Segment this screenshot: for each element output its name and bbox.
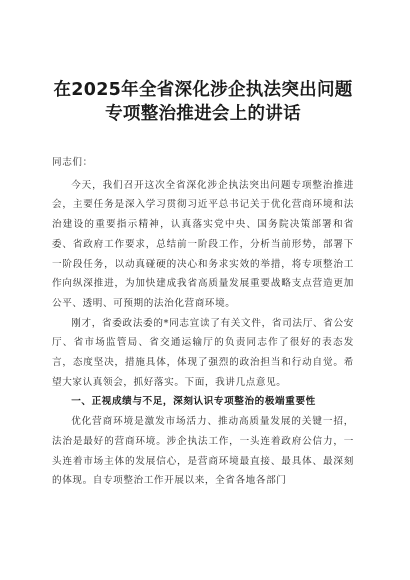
greeting: 同志们： xyxy=(52,157,93,168)
paragraph-section-1: 优化营商环境是激发市场活力、推动高质量发展的关键一招，法治是最好的营商环境。涉企执法工作，一头连着政府公信力，一头连着市场主体的发展信心，是营商环境最直接、最具体、最深刻的体现。自专项整治工作开展以来，全省各地各部门 xyxy=(52,416,354,487)
speech-body xyxy=(52,153,354,491)
document-title xyxy=(52,78,354,126)
title-line-2: 专项整治推进会上的讲话 xyxy=(105,104,301,124)
title-line-1: 在2025年全省深化涉企执法突出问题 xyxy=(53,80,353,100)
section-heading: 一、正视成绩与不足，深刻认识专项整治的极端重要性 xyxy=(71,396,316,408)
paragraph-remarks: 刚才，省委政法委的*同志宣读了有关文件，省司法厅、省公安厅、省市场监管局、省交通运输厅的负责同志作了很好的表态发言，态度坚决，措施具体，体现了强烈的政治担当和行动自觉。希望大家认真领会，抓好落实。下面，我讲几点意见。 xyxy=(52,317,354,388)
paragraph-opening: 今天，我们召开这次全省深化涉企执法突出问题专项整治推进会，主要任务是深入学习贯彻习近平总书记关于优化营商环境和法治建设的重要指示精神，认真落实党中央、国务院决策部署和省委、省政府工作要求，总结前一阶段工作，分析当前形势，部署下一阶段任务，以动真碰硬的决心和务求实效的举措，将专项整治工作向纵深推进，为加快建成我省高质量发展重要战略支点营造更加公平、透明、可预期的法治化营商环境。 xyxy=(52,179,354,309)
